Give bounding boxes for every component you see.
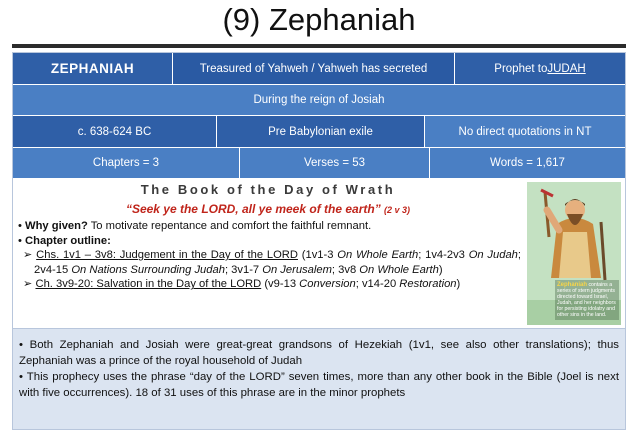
note-day-of-lord: • This prophecy uses the phrase “day of the LORD” seven times, more than any other book in the Bible (Joel is next with five occurrences). 18 of 31 uses of this phrase are in the minor prophets — [19, 371, 620, 399]
chapters-cell: Chapters = 3 — [13, 148, 240, 178]
outline-text: (v9-13 — [261, 278, 300, 291]
outline-salvation-link[interactable]: Ch. 3v9-20: Salvation in the Day of the LORD — [35, 278, 262, 291]
outline-text: Restoration — [399, 278, 457, 291]
caption-text: contains a series of stern judgments directed toward Israel, Judah, and her neighbors for persisting idolatry and other sins in the land. — [557, 282, 616, 318]
quote-reference: (2 v 3) — [384, 205, 411, 215]
outline-entry-salvation: ➢ Ch. 3v9-20: Salvation in the Day of the LORD (v9-13 Conversion; v14-20 Restoration) — [23, 278, 461, 291]
period-cell: Pre Babylonian exile — [217, 116, 425, 147]
outline-judgement-link[interactable]: Chs. 1v1 – 3v8: Judgement in the Day of the LORD — [36, 249, 298, 262]
quote-text: “Seek ye the LORD, all ye meek of the earth” — [125, 202, 381, 216]
reign-cell: During the reign of Josiah — [253, 94, 385, 106]
outline-text: ; 1v4-2v3 — [418, 249, 469, 262]
outline-text: On Whole Earth — [359, 263, 439, 276]
prophet-to-prefix: Prophet to — [494, 62, 548, 75]
why-text: To motivate repentance and comfort the faithful remnant. — [87, 220, 372, 232]
outline-text: ; 3v8 — [331, 263, 360, 276]
nt-quotes-cell: No direct quotations in NT — [425, 116, 625, 147]
why-label: Why given? — [25, 220, 88, 232]
prophet-to-cell — [455, 53, 625, 84]
table-row-reign — [13, 85, 625, 115]
date-cell: c. 638-624 BC — [13, 116, 217, 147]
verses-cell: Verses = 53 — [240, 148, 430, 178]
outline-text: ) — [456, 278, 461, 291]
words-cell: Words = 1,617 — [490, 157, 565, 169]
note-text: Both Zephaniah and Josiah were great-great grandsons of Hezekiah (1v1, see also other translations); thus Zephaniah was a prince of the royal household of Judah — [19, 339, 620, 367]
judah-link[interactable]: JUDAH — [547, 62, 586, 75]
book-details — [18, 219, 521, 292]
book-name-cell: ZEPHANIAH — [13, 53, 173, 84]
outline-text: ; v14-20 — [355, 278, 400, 291]
outline-text: Conversion — [299, 278, 356, 291]
key-verse-quote — [13, 202, 523, 216]
table-row-name — [13, 53, 625, 84]
notes-panel — [13, 328, 625, 429]
outline-text: On Nations Surrounding Judah — [71, 263, 225, 276]
outline-text: (1v1-3 — [297, 249, 338, 262]
slide-title: (9) Zephaniah — [222, 2, 416, 37]
note-text: This prophecy uses the phrase “day of the LORD” seven times, more than any other book in the Bible (Joel is next with five occurrences). 18 of 31 uses of this phrase are in the minor prophets — [19, 371, 620, 399]
notes-list — [19, 337, 619, 401]
outline-text: ; 3v1-7 — [224, 263, 263, 276]
book-summary-panel — [13, 179, 625, 327]
outline-label: Chapter outline: — [25, 234, 111, 247]
note-hezekiah: • Both Zephaniah and Josiah were great-great grandsons of Hezekiah (1v1, see also other translations); thus Zephaniah was a prince of the royal household of Judah — [19, 339, 620, 367]
illustration-caption — [555, 280, 619, 320]
outline-entry-judgement: ➢ Chs. 1v1 – 3v8: Judgement in the Day of the LORD (1v1-3 On Whole Earth; 1v4-2v3 On Judah; 2v4-15 On Nations Surrounding Judah; 3v1-7 On Jerusalem; 3v8 On Whole Earth) — [23, 249, 522, 276]
title-rule — [12, 44, 626, 48]
outline-item: • Chapter outline: — [18, 234, 111, 247]
outline-text: On Judah — [468, 249, 518, 262]
zephaniah-illustration — [527, 182, 621, 325]
outline-text: ; 2v4-15 — [34, 249, 522, 276]
caption-name: Zephaniah — [557, 282, 588, 288]
outline-text: ) — [438, 263, 443, 276]
outline-text: On Whole Earth — [337, 249, 419, 262]
book-heading: The Book of the Day of Wrath — [140, 182, 396, 197]
outline-text: On Jerusalem — [262, 263, 332, 276]
table-row-date — [13, 116, 625, 147]
name-meaning-cell: Treasured of Yahweh / Yahweh has secreted — [173, 53, 455, 84]
table-row-stats — [13, 148, 625, 178]
why-given-item: • Why given? To motivate repentance and comfort the faithful remnant. — [18, 220, 372, 232]
